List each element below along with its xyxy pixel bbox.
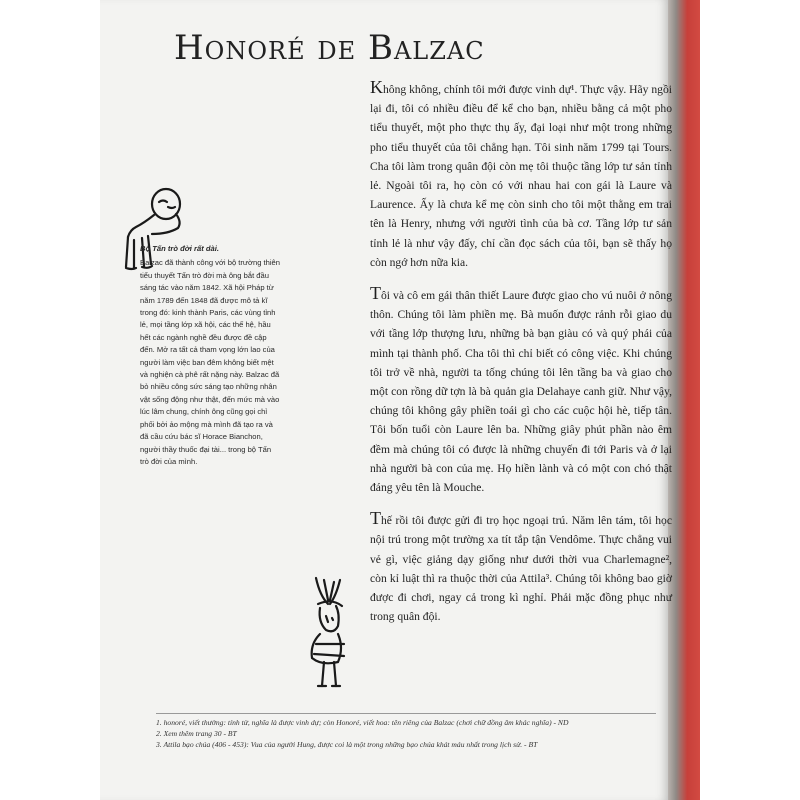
footnote: 3. Attila bạo chúa (406 - 453): Vua của người Hung, được coi là một trong những bạo chúa khát máu nhất trong lịch sử. - BT	[156, 740, 538, 749]
book-page	[100, 0, 672, 800]
background-edge	[700, 0, 800, 800]
footnote: 2. Xem thêm trang 30 - BT	[156, 729, 237, 738]
paragraph: Không không, chính tôi mới được vinh dự¹. Thực vậy. Hãy ngồi lại đi, tôi có nhiều điều để kể cho bạn, nhiều bằng cả một pho tiểu thuyết, một pho thực thụ ấy, đại loại như một trong những pho tiểu thuyết của tôi chẳng hạn. Tôi sinh năm 1799 tại Tours. Cha tôi làm trong quân đội còn mẹ tôi thuộc tầng lớp tư sản tỉnh lẻ. Ngoài tôi ra, họ còn có với nhau hai con gái là Laure và Laurence. Ấy là chưa kể mẹ còn sinh cho tôi một thằng em trai tên là Henry, nhưng với người tình của bà cơ. Tầng lớp tư sản tỉnh lẻ là như vậy đấy, chỉ cần đọc sách của tôi, bạn sẽ thấy họ còn ngớ hơn nữa kia.	[370, 77, 672, 269]
main-text	[370, 78, 672, 638]
paragraph: Thế rồi tôi được gửi đi trọ học ngoại trú. Năm lên tám, tôi học nội trú trong một trường xa tít tắp tận Vendôme. Thực chẳng vui vẻ gì, việc giảng dạy giống như dưới thời vua Charlemagne², còn kỉ luật thì ra thuộc thời của Attila³. Chúng tôi không bao giờ được đi chơi, ngay cả trong kì nghỉ. Phải mặc đồng phục như trong quân đội.	[370, 508, 672, 624]
footnotes	[156, 713, 656, 750]
paragraph: Tôi và cô em gái thân thiết Laure được giao cho vú nuôi ở nông thôn. Chúng tôi làm phiền mẹ. Bà muốn được rảnh rỗi giao du với tầng lớp thượng lưu, những bà bạn giàu có và quý phái của mình tại thành phố. Cha tôi thì chỉ biết có công việc. Khi chúng tôi trở về nhà, người ta tống chúng tôi lên tầng ba và giao cho một con rồng dữ tợn là bà quản gia Delahaye canh giữ. Như vậy, chúng tôi không gây phiền toái gì cho các cuộc hội hè, tiếp tân. Tôi bốn tuổi còn Laure lên ba. Những giây phút phần nào êm đềm mà chúng tôi có được là những chuyến đi tới Paris và ở lại nhà người bà con của mẹ. Họ hiền lành và có một con chó thật đáng yêu tên là Mouche.	[370, 283, 672, 495]
standing-figure-illustration	[296, 574, 366, 692]
page-title: Honoré de Balzac	[174, 28, 485, 68]
sidebar-text: Balzac đã thành công với bộ trường thiên tiểu thuyết Tấn trò đời mà ông bắt đầu sáng tác vào năm 1842. Xã hội Pháp từ năm 1789 đến 1848 đã được mô tả kĩ trong đó: kinh thành Paris, các vùng tỉnh lẻ, mọi tầng lớp xã hội, các thế hệ, hầu hết các ngành nghề đều được đề cập đến. Mở ra tất cả tham vọng lớn lao của người làm việc ban đêm không biết mệt và nghiện cà phê rất nặng này. Balzac đã bỏ nhiều công sức sáng tạo những nhân vật sống động như thật, đến mức mà vào lúc lâm chung, chính ông cũng gọi chỉ phối bởi ảo mộng mà mình đã tạo ra và đã cầu cứu bác sĩ Horace Bianchon, người thầy thuốc đại tài... trong bộ Tấn trò đời của mình.	[140, 258, 281, 466]
sidebar-caption: Bộ Tấn trò đời rất dài.	[140, 244, 219, 253]
book-spine	[668, 0, 700, 800]
sidebar-note	[140, 243, 280, 468]
footnote: 1. honoré, viết thường: tính từ, nghĩa là được vinh dự; còn Honoré, viết hoa: tên riêng của Balzac (chơi chữ đồng âm khác nghĩa) - ND	[156, 718, 569, 727]
